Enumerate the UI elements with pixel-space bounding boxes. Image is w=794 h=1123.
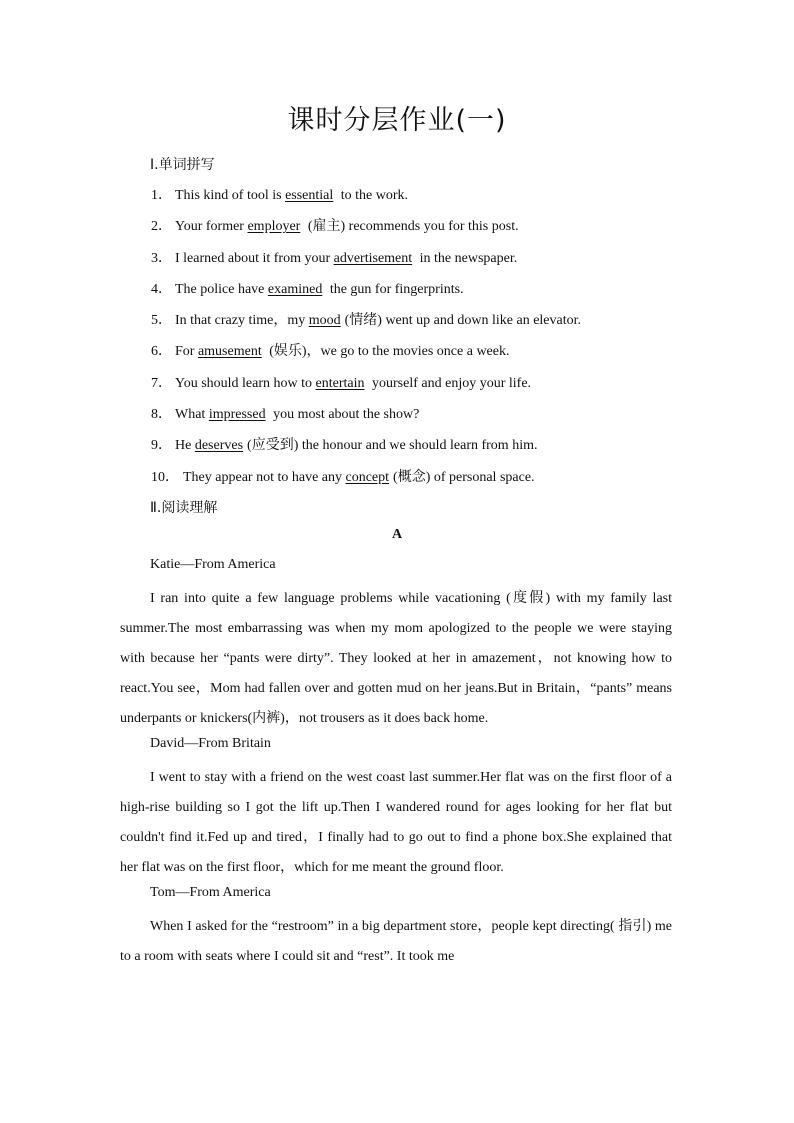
item-text-before: For (175, 344, 198, 360)
item-number: 9． (151, 438, 172, 454)
spelling-item (151, 217, 581, 248)
item-text-before: In that crazy time，my (175, 313, 309, 329)
section-heading-reading: Ⅱ.阅读理解 (150, 500, 218, 516)
item-text-before: He (175, 438, 195, 454)
author-line: David—From Britain (150, 736, 271, 751)
item-text-before: I learned about it from your (175, 250, 334, 266)
item-number: 8． (151, 407, 172, 423)
item-text-after: in the newspaper. (416, 250, 518, 266)
reading-passage (120, 555, 672, 972)
item-text-before: What (175, 407, 209, 423)
author-line: Tom—From America (150, 885, 271, 900)
item-number: 6． (151, 344, 172, 360)
item-text-after: (娱乐)，we go to the movies once a week. (265, 344, 510, 360)
item-answer: advertisement (333, 250, 413, 266)
item-answer: amusement (197, 344, 262, 360)
passage-paragraph: When I asked for the “restroom” in a big department store，people kept directing( 指引) me to a room with seats where I could sit and “rest”. It took me (120, 919, 672, 964)
item-text-before: They appear not to have any (183, 469, 346, 485)
item-text-after: yourself and enjoy your life. (368, 375, 532, 391)
item-number: 2． (151, 219, 172, 235)
author-line: Katie—From America (150, 557, 276, 572)
spelling-item (151, 468, 581, 499)
item-answer: mood (308, 313, 341, 329)
item-text-after: (情绪) went up and down like an elevator. (344, 313, 582, 329)
spelling-item (151, 280, 581, 311)
item-text-after: to the work. (337, 188, 409, 203)
spelling-item (151, 311, 581, 342)
item-number: 10． (151, 469, 179, 485)
item-text-after: you most about the show? (269, 407, 420, 423)
item-answer: deserves (194, 438, 244, 454)
item-text-before: You should learn how to (175, 375, 316, 391)
item-number: 4． (151, 281, 172, 297)
item-number: 3． (151, 250, 172, 266)
passage-label: A (391, 527, 403, 542)
item-answer: examined (267, 281, 323, 297)
item-answer: entertain (315, 375, 365, 391)
item-answer: concept (345, 469, 390, 485)
item-text-after: (概念) of personal space. (393, 469, 535, 485)
item-text-before: The police have (175, 281, 268, 297)
spelling-item (151, 249, 581, 280)
spelling-item (151, 405, 581, 436)
passage-paragraph: I ran into quite a few language problems while vacationing (度假) with my family last summer.The most embarrassing was when my mom apologized to the people we were staying with because her “pants were dirty”. They looked at her in amazement，not knowing how to react.You see，Mom had fallen over and gotten mud on her jeans.But in Britain，“pants” means underpants or knickers(内裤)，not trousers as it does back home. (120, 591, 672, 726)
section-heading-spelling: Ⅰ.单词拼写 (150, 157, 215, 173)
spelling-item (151, 436, 581, 467)
item-number: 7． (151, 375, 172, 391)
item-text-after: (应受到) the honour and we should learn from him. (247, 438, 538, 454)
item-text-after: (雇主) recommends you for this post. (304, 219, 519, 235)
spelling-exercise-list (151, 186, 581, 499)
item-number: 5． (151, 313, 172, 329)
spelling-item (151, 374, 581, 405)
item-answer: impressed (208, 407, 266, 423)
item-text-after: the gun for fingerprints. (326, 281, 464, 297)
item-text-before: This kind of tool is (175, 188, 286, 203)
item-answer: essential (285, 188, 334, 203)
spelling-item (151, 186, 581, 217)
passage-paragraph: I went to stay with a friend on the west coast last summer.Her flat was on the first floor of a high-rise building so I got the lift up.Then I wandered round for ages looking for her flat but couldn't find it.Fed up and tired，I finally had to go out to find a phone box.She explained that her flat was on the first floor，which for me meant the ground floor. (120, 770, 672, 875)
item-text-before: Your former (175, 219, 248, 235)
page-title: 课时分层作业(一) (287, 105, 507, 136)
item-answer: employer (247, 219, 301, 235)
spelling-item (151, 342, 581, 373)
item-number: 1． (151, 188, 172, 203)
